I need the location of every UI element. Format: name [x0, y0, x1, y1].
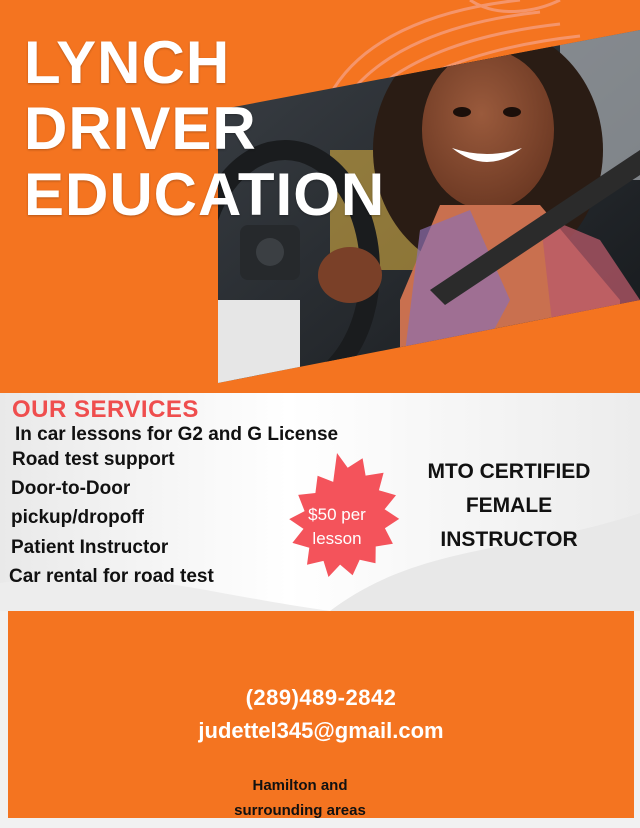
email-address[interactable]: judettel345@gmail.com — [198, 718, 444, 743]
certified-line-1: MTO CERTIFIED — [427, 460, 591, 483]
price-line-1: $50 per — [308, 505, 366, 524]
service-item: Door-to-Door — [11, 478, 131, 499]
certified-line-3: INSTRUCTOR — [440, 528, 578, 551]
service-item: pickup/dropoff — [11, 507, 144, 528]
hero-section — [0, 0, 640, 393]
price-line-2: lesson — [312, 529, 362, 548]
title-line-2: DRIVER — [24, 95, 257, 162]
service-area-line-1: Hamilton and — [252, 777, 348, 794]
title-line-3: EDUCATION — [24, 161, 386, 228]
title-line-1: LYNCH — [24, 29, 231, 96]
contact-block — [8, 611, 634, 818]
business-title — [24, 30, 385, 228]
price-badge — [262, 453, 412, 601]
phone-number[interactable]: (289)489-2842 — [245, 685, 397, 710]
service-item: Patient Instructor — [11, 537, 169, 558]
service-item: In car lessons for G2 and G License — [15, 424, 339, 445]
certification-text — [404, 455, 614, 557]
service-area — [8, 773, 592, 823]
certified-line-2: FEMALE — [465, 494, 553, 517]
services-heading: OUR SERVICES — [12, 396, 199, 423]
service-item: Car rental for road test — [9, 566, 214, 587]
service-area-line-2: surrounding areas — [234, 802, 366, 819]
service-item: Road test support — [12, 449, 175, 470]
